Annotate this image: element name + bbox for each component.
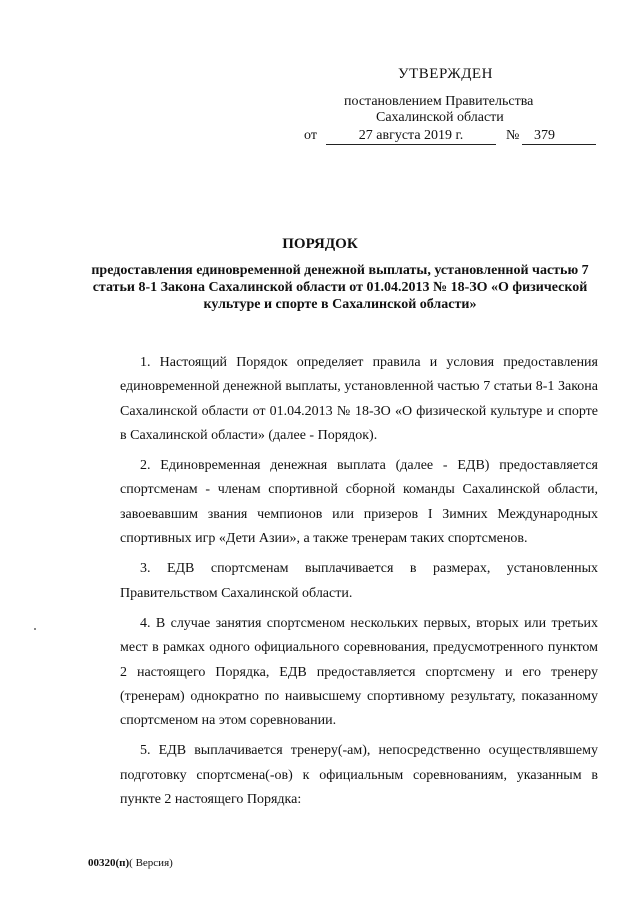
from-label: от [304,128,317,143]
paragraph-2: 2. Единовременная денежная выплата (далее - ЕДВ) предоставляется спортсменам - членам спортивной сборной команды Сахалинской области, завоевавшим звания чемпионов или призеров I Зимних Международных спортивных игр «Дети Азии», а также тренерам таких спортсменов. [120,458,598,547]
approval-line-2: Сахалинской области [376,110,504,125]
document-body [120,351,598,818]
approval-number: 379 [522,128,596,145]
paragraph-1: 1. Настоящий Порядок определяет правила и условия предоставления единовременной денежной выплаты, установленной частью 7 статьи 8-1 Закона Сахалинской области от 01.04.2013 № 18-ЗО «О физической культуре и спорте в Сахалинской области» (далее - Порядок). [120,355,598,443]
footer-code [88,857,173,869]
number-sign: № [506,128,520,143]
paragraph-5: 5. ЕДВ выплачивается тренеру(-ам), непосредственно осуществлявшему подготовку спортсмена(-ов) к официальным соревнованиям, указанным в пункте 2 настоящего Порядка: [120,743,598,808]
document-subtitle: предоставления единовременной денежной выплаты, установленной частью 7 статьи 8-1 Закона Сахалинской области от 01.04.2013 № 18-ЗО «О физической культуре и спорте в Сахалинской области» [91,263,589,312]
paragraph-3: 3. ЕДВ спортсменам выплачивается в размерах, установленных Правительством Сахалинской области. [120,561,598,601]
footer-code-text: 00320(п) [88,857,130,869]
paragraph-4: 4. В случае занятия спортсменом нескольких первых, вторых или третьих мест в рамках одного официального соревнования, предусмотренного пунктом 2 настоящего Порядка, ЕДВ предоставляется спортсмену и его тренеру (тренерам) однократно по наивысшему спортивному результату, показанному спортсменом на этом соревновании. [120,615,598,729]
approval-title: УТВЕРЖДЕН [398,66,493,82]
approval-date: 27 августа 2019 г. [326,128,496,145]
document-title: ПОРЯДОК [282,236,358,252]
scan-speck [34,628,36,630]
approval-line-1: постановлением Правительства [344,94,534,109]
footer-version: ( Версия) [129,857,173,869]
